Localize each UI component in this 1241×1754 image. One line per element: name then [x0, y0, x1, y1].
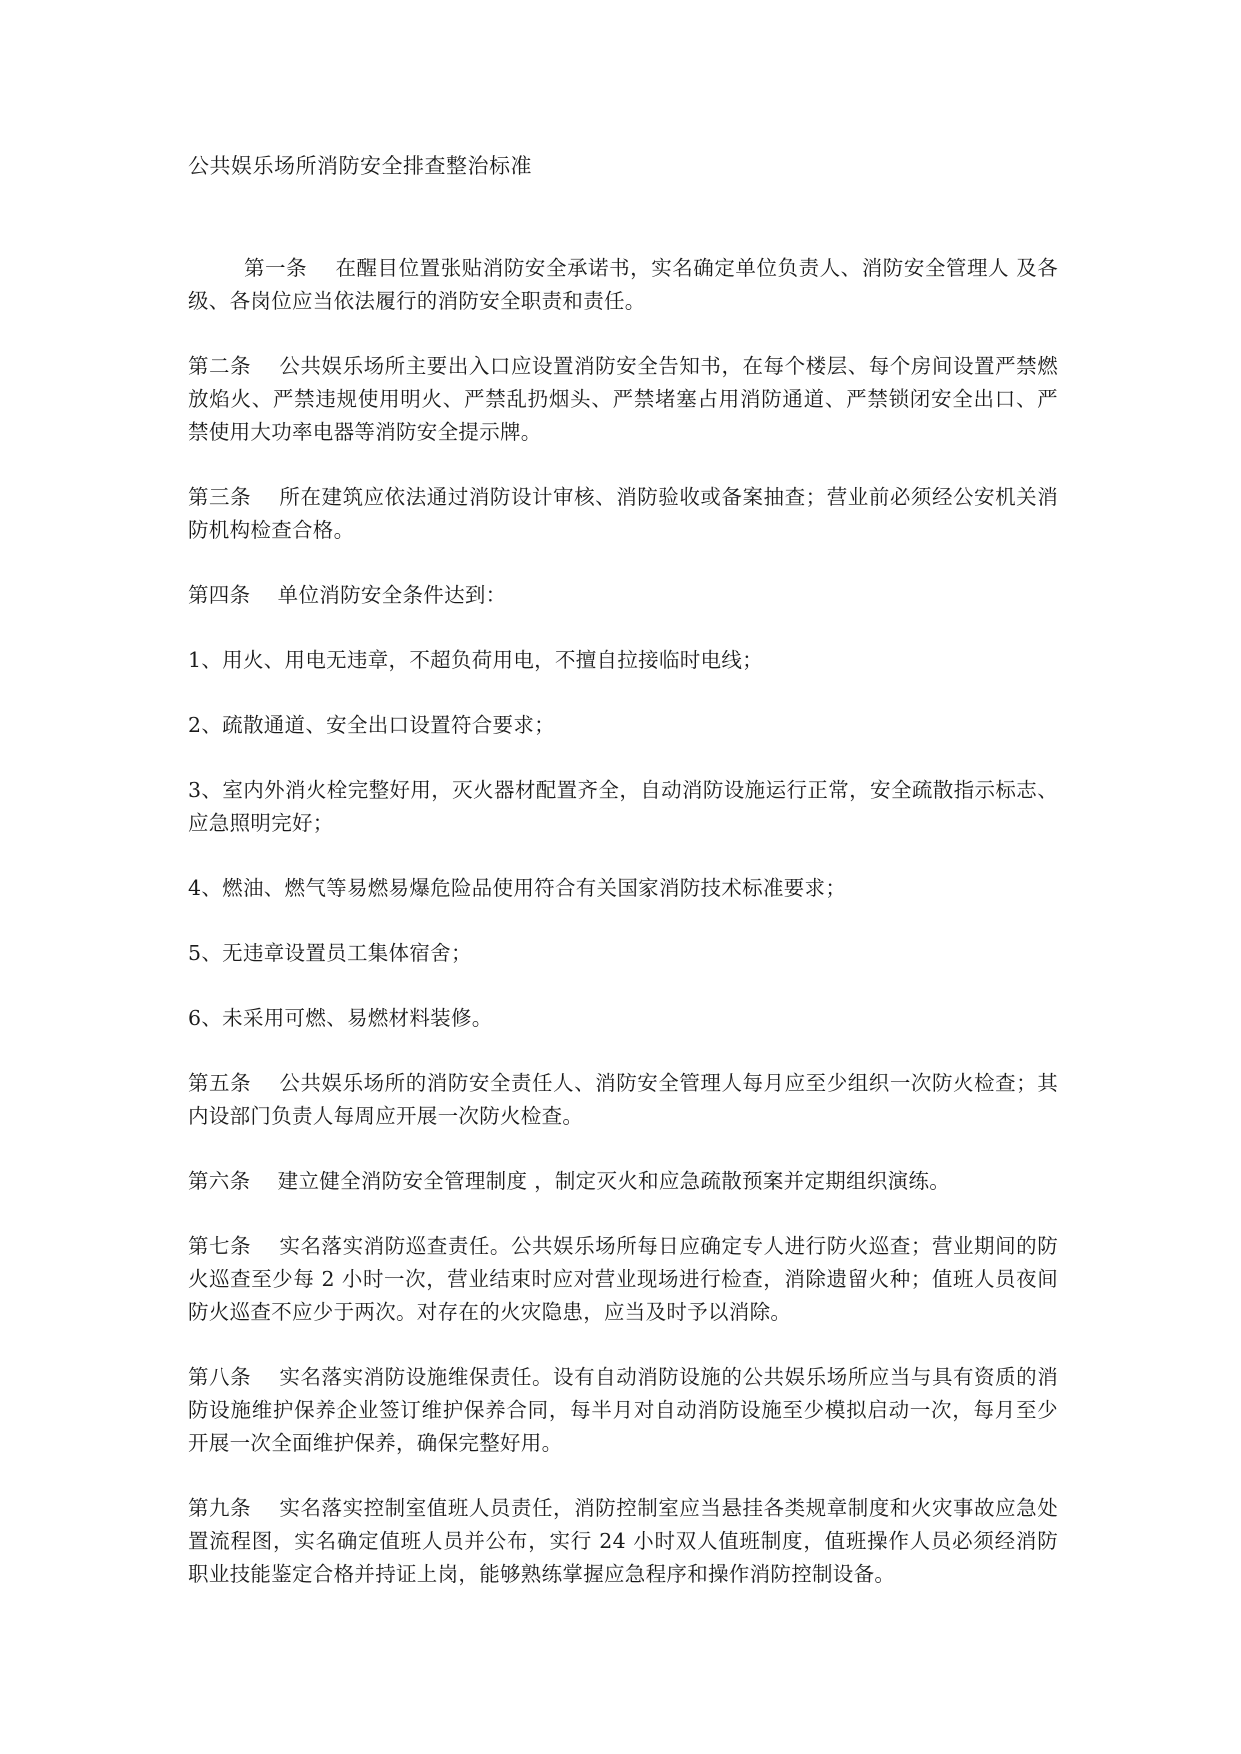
condition-text: 6、未采用可燃、易燃材料装修。	[188, 1006, 493, 1030]
article-5	[188, 1067, 1058, 1133]
article-text: 公共娱乐场所的消防安全责任人、消防安全管理人每月应至少组织一次防火检查；其内设部门负责人每周应开展一次防火检查。	[188, 1071, 1058, 1128]
article-label: 第八条	[188, 1365, 280, 1389]
condition-item-1	[188, 644, 1058, 677]
condition-item-4	[188, 872, 1058, 905]
article-label: 第二条	[188, 354, 280, 378]
article-7	[188, 1230, 1058, 1329]
article-9	[188, 1492, 1058, 1591]
condition-text: 2、疏散通道、安全出口设置符合要求；	[188, 713, 555, 737]
article-text: 所在建筑应依法通过消防设计审核、消防验收或备案抽查；营业前必须经公安机关消防机构检查合格。	[188, 485, 1058, 542]
article-text: 单位消防安全条件达到：	[277, 583, 507, 607]
article-8	[188, 1361, 1058, 1460]
article-label: 第九条	[188, 1496, 280, 1520]
document-title: 公共娱乐场所消防安全排查整治标准	[188, 154, 532, 178]
article-text: 建立健全消防安全管理制度 ，制定灭火和应急疏散预案并定期组织演练。	[277, 1169, 951, 1193]
article-label: 第一条	[244, 256, 336, 280]
article-2	[188, 350, 1058, 449]
article-label: 第三条	[188, 485, 280, 509]
condition-text: 1、用火、用电无违章，不超负荷用电，不擅自拉接临时电线；	[188, 648, 763, 672]
condition-item-3	[188, 774, 1058, 840]
article-label: 第五条	[188, 1071, 280, 1095]
condition-text: 5、无违章设置员工集体宿舍；	[188, 941, 472, 965]
article-label: 第七条	[188, 1234, 280, 1258]
condition-text: 3、室内外消火栓完整好用，灭火器材配置齐全，自动消防设施运行正常，安全疏散指示标志、应急照明完好；	[188, 778, 1058, 835]
article-4	[188, 579, 1058, 612]
article-label: 第六条	[188, 1169, 278, 1193]
article-text: 实名落实控制室值班人员责任，消防控制室应当悬挂各类规章制度和火灾事故应急处置流程图，实名确定值班人员并公布，实行 24 小时双人值班制度，值班操作人员必须经消防职业技能鉴定合格并持证上岗，能够熟练掌握应急程序和操作消防控制设备。	[188, 1496, 1058, 1586]
article-6	[188, 1165, 1058, 1198]
condition-item-2	[188, 709, 1058, 742]
article-text: 实名落实消防设施维保责任。设有自动消防设施的公共娱乐场所应当与具有资质的消防设施维护保养企业签订维护保养合同，每半月对自动消防设施至少模拟启动一次，每月至少开展一次全面维护保养，确保完整好用。	[188, 1365, 1058, 1455]
article-1	[188, 252, 1058, 318]
condition-text: 4、燃油、燃气等易燃易爆危险品使用符合有关国家消防技术标准要求；	[188, 876, 847, 900]
condition-item-6	[188, 1002, 1058, 1035]
article-text: 实名落实消防巡查责任。公共娱乐场所每日应确定专人进行防火巡查；营业期间的防火巡查至少每 2 小时一次，营业结束时应对营业现场进行检查，消除遗留火种；值班人员夜间防火巡查不应少于两次。对存在的火灾隐患，应当及时予以消除。	[188, 1234, 1058, 1324]
condition-item-5	[188, 937, 1058, 970]
article-text: 在醒目位置张贴消防安全承诺书，实名确定单位负责人、消防安全管理人 及各级、各岗位应当依法履行的消防安全职责和责任。	[188, 256, 1059, 313]
article-label: 第四条	[188, 583, 278, 607]
document-body	[188, 150, 1058, 1623]
article-text: 公共娱乐场所主要出入口应设置消防安全告知书，在每个楼层、每个房间设置严禁燃放焰火、严禁违规使用明火、严禁乱扔烟头、严禁堵塞占用消防通道、严禁锁闭安全出口、严禁使用大功率电器等消防安全提示牌。	[188, 354, 1058, 444]
article-3	[188, 481, 1058, 547]
